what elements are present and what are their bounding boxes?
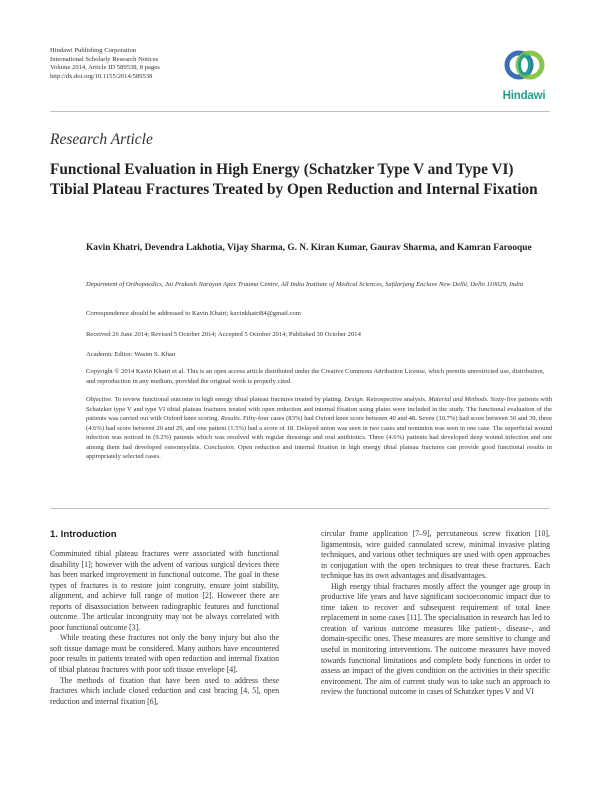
abstract-objective: To review functional outcome in high energy tibial plateau fractures treated by plating. [112,396,345,403]
abstract [86,395,552,462]
copyright-notice: Copyright © 2014 Kavin Khatri et al. This is an open access article distributed under the Creative Commons Attribution License, which permits unrestricted use, distribution, and reproduction in any medium, provided the original work is properly cited. [86,368,545,385]
body-column-left [50,529,279,707]
abstract-results-label: Results. [220,415,242,423]
volume-line: Volume 2014, Article ID 589538, 8 pages [50,64,160,71]
header-divider [50,111,550,112]
abstract-methods: Sixty-five patients with Schatzker type V and type VI tibial plateau fractures treated with open reduction and internal fixation using plates were included in the study. The functional evaluation of the patients was carried out with Oxford knee scoring. [86,396,552,423]
publication-dates: Received 26 June 2014; Revised 5 October 2014; Accepted 5 October 2014; Published 30 October 2014 [86,331,361,338]
abstract-results: Fifty-four cases (83%) had Oxford knee score between 40 and 48. Seven (10.7%) had score between 30 and 39, three (4.6%) had score between 20 and 29, and one patient (1.5%) had a score of 18. Delayed union was seen in two cases and nonunion was seen in one case. The superficial wound infection was noticed in (9.2%) patients which was resolved with regular dressings and oral antibiotics. Three (4.6%) patients had developed deep wound infection and one among them had developed osteomyelitis. [86,415,552,451]
abstract-methods-label: Material and Methods. [428,396,489,403]
paper-title: Functional Evaluation in High Energy (Schatzker Type V and Type VI) Tibial Plateau Fractures Treated by Open Reduction and Internal Fixation [50,161,538,198]
doi-link[interactable]: http://dx.doi.org/10.1155/2014/589538 [50,72,153,80]
publisher-line: Hindawi Publishing Corporation [50,47,137,54]
paragraph: High energy tibial fractures mostly affect the younger age group in productive life years and have significant socioeconomic impact due to time taken to recover and subsequent requirement of total knee replacement in some cases [11]. The specialisation in research has led to creation of various outcome measures like patient-, disease-, and domain-specific ones. These measures are more sensitive to change and useful in monitoring interventions. The outcome measures have moved towards functional limitations and complete body functions in order to assess an impact of the given condition on the activities in their specific environment. The aim of current study was to take such an approach to review the functional outcome in cases of Schatzker types V and VI [321,581,550,697]
abstract-conclusion-label: Conclusion. [203,443,236,451]
abstract-design-label: Design. [344,396,365,403]
academic-editor: Academic Editor: Wasim S. Khan [86,351,176,358]
paragraph: While treating these fractures not only the bony injury but also the soft tissue damage must be considered. Many authors have encountered poor results in patients treated with open reduction and internal fixation of tibial plateau fractures with poor soft tissue envelope [4]. [50,633,279,675]
section-heading: 1. Introduction [50,529,117,540]
author-list: Kavin Khatri, Devendra Lakhotia, Vijay Sharma, G. N. Kiran Kumar, Gaurav Sharma, and Kamran Farooque [86,243,532,253]
hindawi-logo-text: Hindawi [502,90,546,102]
paragraph: Comminuted tibial plateau fractures were associated with functional disability [1]; however with the advent of various surgical devices there has been marked improvement in functional outcome. The goal in these types of fractures is to restore joint congruity, ensure joint stability, alignment, and achieve full range of motion [2]. However there are reports of disassociation between radiographic features and functional outcome. The articular incongruity may not be always correlated with poor functional outcome [3]. [50,549,279,632]
journal-name: International Scholarly Research Notices [50,55,159,63]
paragraph: The methods of fixation that have been used to address these fractures which include closed reduction and cast bracing [4, 5], open reduction and internal fixation [6], [50,675,279,706]
abstract-conclusion: Open reduction and internal fixation in high energy tibial plateau fractures can provide good functional results in appropriately selected cases. [86,443,552,461]
abstract-design: Retrospective analysis. [364,396,429,403]
abstract-divider [50,508,550,509]
paragraph: circular frame application [7–9], percutaneous screw fixation [10], ligamentosis, wire guided cannulated screw, minimal invasive plating techniques, and various other techniques are used with open approaches in conjugation with the open techniques to treat these fractures. Each technique has its own advantages and disadvantages. [321,529,550,581]
body-column-right [321,529,550,698]
correspondence: Correspondence should be addressed to Kavin Khatri; kavinkhatri84@gmail.com [86,310,301,317]
hindawi-logo-icon [499,44,549,90]
hindawi-logo [499,44,549,106]
abstract-objective-label: Objective. [86,396,113,403]
journal-header [50,47,160,81]
article-type: Research Article [50,131,153,148]
affiliation: Department of Orthopaedics, Jai Prakash Narayan Apex Trauma Centre, All India Institute of Medical Sciences, Safdarjung Enclave New Delhi, Delhi 110029, India [86,281,524,288]
